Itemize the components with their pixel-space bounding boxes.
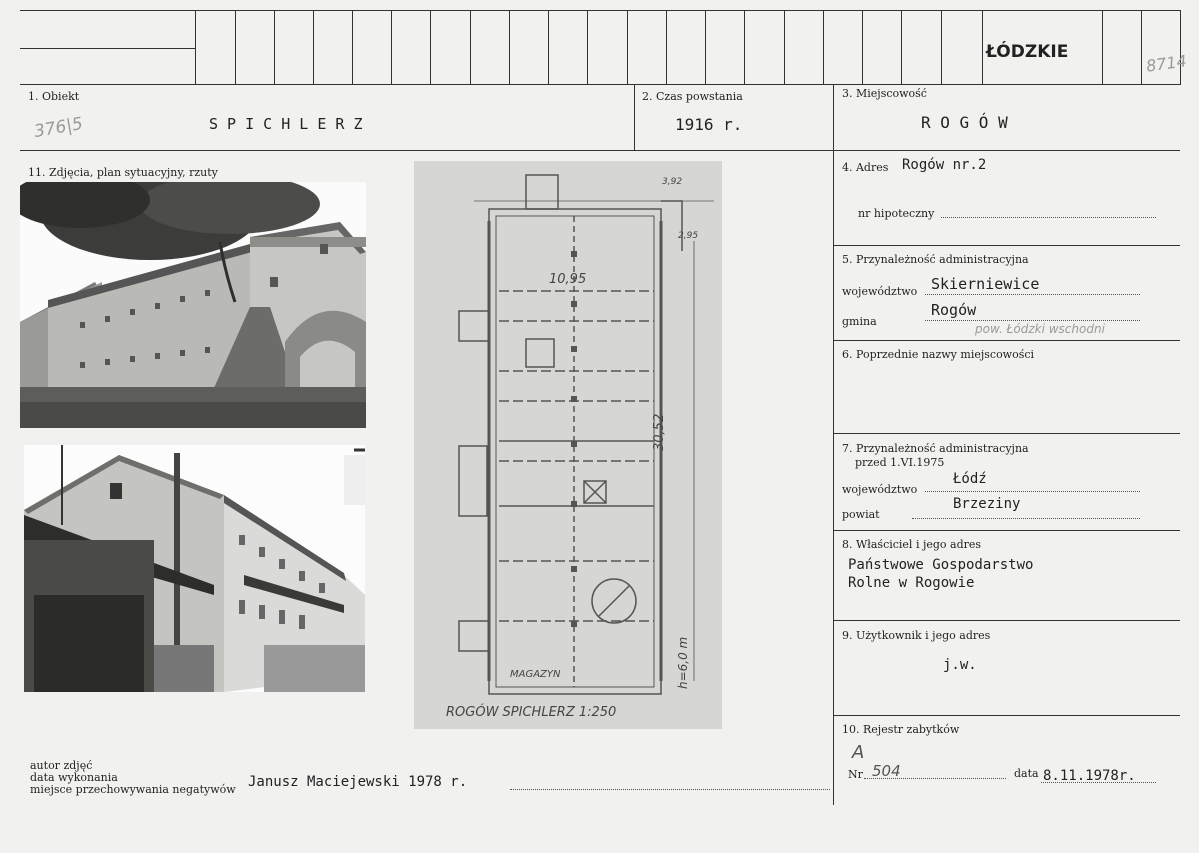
header-left-sub-rule <box>20 48 195 49</box>
locality-value: R O G Ó W <box>921 113 1008 132</box>
row7-bottom-rule <box>833 530 1180 531</box>
header-divider <box>666 10 667 85</box>
photo-granary-side <box>24 445 365 692</box>
header-divider <box>509 10 510 85</box>
header-divider <box>744 10 745 85</box>
admin-prior-label: 7. Przynależność administracyjna <box>842 442 1029 455</box>
photo-author-value: Janusz Maciejewski 1978 r. <box>248 774 468 790</box>
header-divider <box>784 10 785 85</box>
plan-dimension-side: 2,95 <box>678 231 699 241</box>
owner-line2: Rolne w Rogowie <box>848 575 975 591</box>
prior-voivodeship-value: Łódź <box>953 471 987 487</box>
row6-bottom-rule <box>833 433 1180 434</box>
object-handwritten-number: 376|5 <box>32 113 85 143</box>
user-value: j.w. <box>943 657 977 673</box>
header-divider <box>352 10 353 85</box>
header-divider <box>941 10 942 85</box>
row8-bottom-rule <box>833 620 1180 621</box>
register-nr-line <box>864 778 1006 779</box>
powiat-label: powiat <box>842 508 880 521</box>
voivodeship-value: Skierniewice <box>931 275 1040 293</box>
plan-caption: ROGÓW SPICHLERZ 1:250 <box>446 705 617 720</box>
creation-time-value: 1916 r. <box>675 115 743 134</box>
voivodeship-line <box>925 294 1140 295</box>
admin-prior-date: przed 1.VI.1975 <box>855 456 945 469</box>
header-divider <box>391 10 392 85</box>
header-divider <box>627 10 628 85</box>
plan-dimension-length: 30,52 <box>652 413 667 451</box>
user-label: 9. Użytkownik i jego adres <box>842 629 991 642</box>
header-bottom-rule <box>20 84 1180 85</box>
creation-time-label: 2. Czas powstania <box>642 90 743 103</box>
main-column-divider <box>833 85 834 805</box>
object-label: 1. Obiekt <box>28 90 80 103</box>
gmina-pencil-note: pow. Łódzki wschodni <box>975 322 1105 336</box>
header-divider <box>587 10 588 85</box>
header-divider <box>862 10 863 85</box>
register-date-line <box>1041 782 1156 783</box>
row1-divider <box>634 85 635 151</box>
gmina-value: Rogów <box>931 301 977 319</box>
previous-names-label: 6. Poprzednie nazwy miejscowości <box>842 348 1035 361</box>
register-letter: A <box>852 742 865 763</box>
register-date-value: 8.11.1978r. <box>1043 768 1136 784</box>
negatives-location-label: miejsce przechowywania negatywów <box>30 783 236 796</box>
photo-author-label: autor zdjęć <box>30 759 93 772</box>
region-heading: ŁÓDZKIE <box>986 42 1069 62</box>
granary-side-drawing <box>24 445 365 692</box>
header-divider <box>274 10 275 85</box>
address-label: 4. Adres <box>842 161 889 174</box>
plan-dimension-top-right: 3,92 <box>662 177 683 187</box>
header-divider <box>313 10 314 85</box>
header-divider <box>1102 10 1103 85</box>
photos-label: 11. Zdjęcia, plan sytuacyjny, rzuty <box>28 166 218 179</box>
header-divider <box>901 10 902 85</box>
header-divider <box>705 10 706 85</box>
header-divider <box>470 10 471 85</box>
mortgage-value-line <box>941 217 1156 218</box>
header-divider <box>1141 10 1142 85</box>
plan-room-label: MAGAZYN <box>510 669 561 680</box>
gmina-line <box>925 320 1140 321</box>
mortgage-label: nr hipoteczny <box>858 207 935 220</box>
row4-bottom-rule <box>833 245 1180 246</box>
header-divider <box>823 10 824 85</box>
photo-date-label: data wykonania <box>30 771 118 784</box>
register-nr-label: Nr <box>848 768 863 781</box>
powiat-value: Brzeziny <box>953 496 1021 512</box>
register-label: 10. Rejestr zabytków <box>842 723 960 736</box>
plan-dimension-width: 10,95 <box>549 272 587 287</box>
prior-voivodeship-line <box>925 491 1140 492</box>
register-nr-value: 504 <box>872 762 901 780</box>
header-divider <box>1180 10 1181 85</box>
powiat-line <box>912 518 1140 519</box>
header-divider <box>430 10 431 85</box>
floor-plan <box>414 161 722 729</box>
header-divider <box>235 10 236 85</box>
top-rule <box>20 10 1180 11</box>
object-value: S P I C H L E R Z <box>209 115 363 133</box>
locality-label: 3. Miejscowość <box>842 87 927 100</box>
prior-voivodeship-label: województwo <box>842 483 918 496</box>
owner-line1: Państwowe Gospodarstwo <box>848 557 1034 573</box>
address-value: Rogów nr.2 <box>902 157 987 173</box>
granary-front-drawing <box>20 182 366 428</box>
photo-granary-front <box>20 182 366 428</box>
plan-height-note: h=6,0 m <box>676 636 690 689</box>
owner-label: 8. Właściciel i jego adres <box>842 538 982 551</box>
footer-line <box>510 789 830 790</box>
header-divider <box>195 10 196 85</box>
header-divider <box>982 10 983 85</box>
admin-label: 5. Przynależność administracyjna <box>842 253 1029 266</box>
header-divider <box>548 10 549 85</box>
voivodeship-label: województwo <box>842 285 918 298</box>
row5-bottom-rule <box>833 340 1180 341</box>
row1-bottom-rule <box>20 150 1180 151</box>
gmina-label: gmina <box>842 315 877 328</box>
archive-number: 8714 <box>1144 51 1188 76</box>
row9-bottom-rule <box>833 715 1180 716</box>
register-date-label: data <box>1014 767 1039 780</box>
